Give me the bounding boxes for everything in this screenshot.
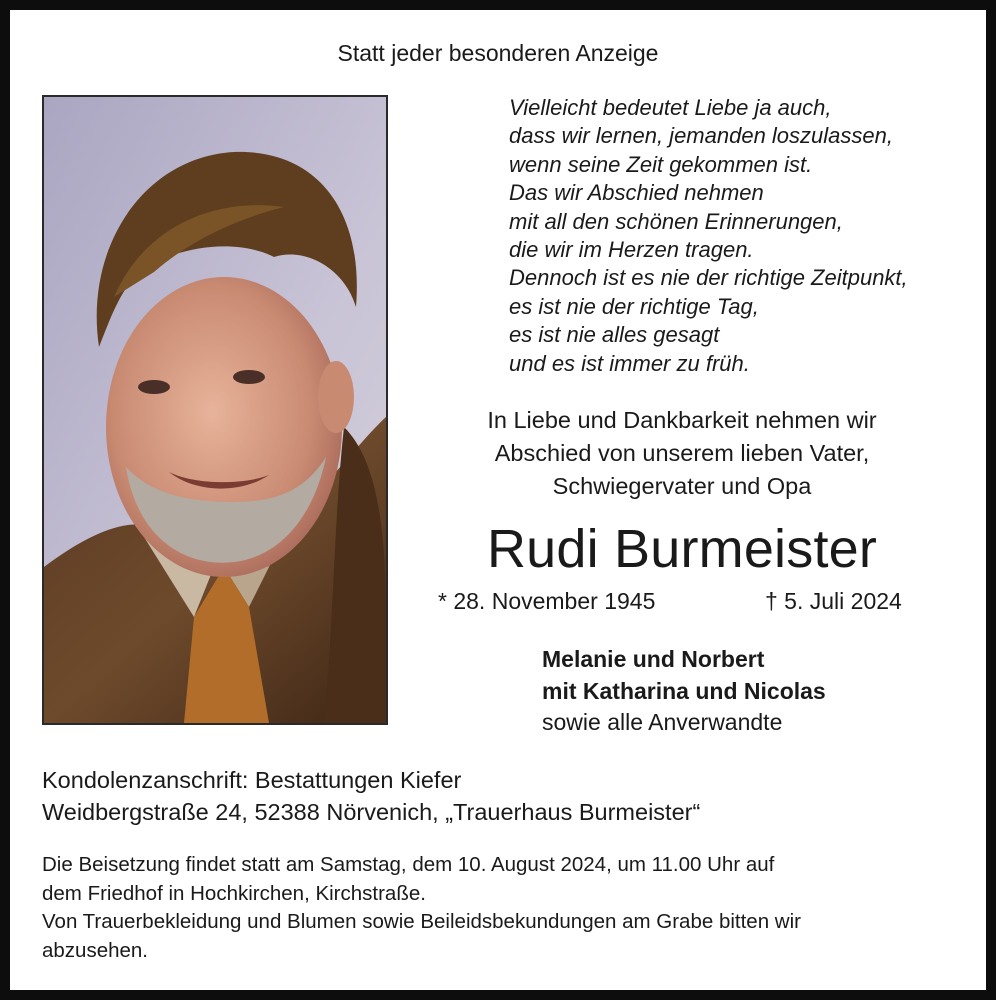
notes-line: abzusehen. [42,938,149,962]
notes-line: Von Trauerbekleidung und Blumen sowie Beileidsbekundungen am Grabe bitten wir [42,910,801,933]
funeral-notes [42,851,801,965]
address-line: Weidbergstraße 24, 52388 Nörvenich, „Trauerhaus Burmeister“ [42,799,701,825]
poem-line: Vielleicht bedeutet Liebe ja auch, [509,95,832,120]
family-line: mit Katharina und Nicolas [542,677,826,704]
poem-line: es ist nie alles gesagt [509,322,720,348]
poem [509,94,908,378]
address-line: Kondolenzanschrift: Bestattungen Kiefer [42,767,462,793]
notes-line: Die Beisetzung findet statt am Samstag, dem 10. August 2024, um 11.00 Uhr auf [42,853,775,876]
headline: Statt jeder besonderen Anzeige [337,40,659,66]
poem-line: es ist nie der richtige Tag, [509,293,759,319]
poem-line: und es ist immer zu früh. [509,350,750,376]
birth-date: * 28. November 1945 [438,588,656,614]
poem-line: Dennoch ist es nie der richtige Zeitpunkt, [509,265,908,291]
poem-line: Das wir Abschied nehmen [509,180,764,206]
family-line: Melanie und Norbert [542,646,765,672]
farewell-intro [432,404,932,503]
intro-line: Schwiegervater und Opa [552,473,812,499]
condolence-address [42,764,700,828]
notes-line: dem Friedhof in Hochkirchen, Kirchstraße. [42,881,426,905]
portrait-photo [42,95,388,725]
poem-line: dass wir lernen, jemanden loszulassen, [509,123,893,149]
poem-line: mit all den schönen Erinnerungen, [509,208,843,234]
family-signature [542,644,826,739]
death-date: † 5. Juli 2024 [765,588,902,614]
deceased-name: Rudi Burmeister [486,519,878,579]
poem-line: die wir im Herzen tragen. [509,237,754,263]
family-line: sowie alle Anverwandte [542,709,783,735]
intro-line: Abschied von unserem lieben Vater, [494,440,870,466]
poem-line: wenn seine Zeit gekommen ist. [509,151,813,177]
intro-line: In Liebe und Dankbarkeit nehmen wir [487,407,877,433]
